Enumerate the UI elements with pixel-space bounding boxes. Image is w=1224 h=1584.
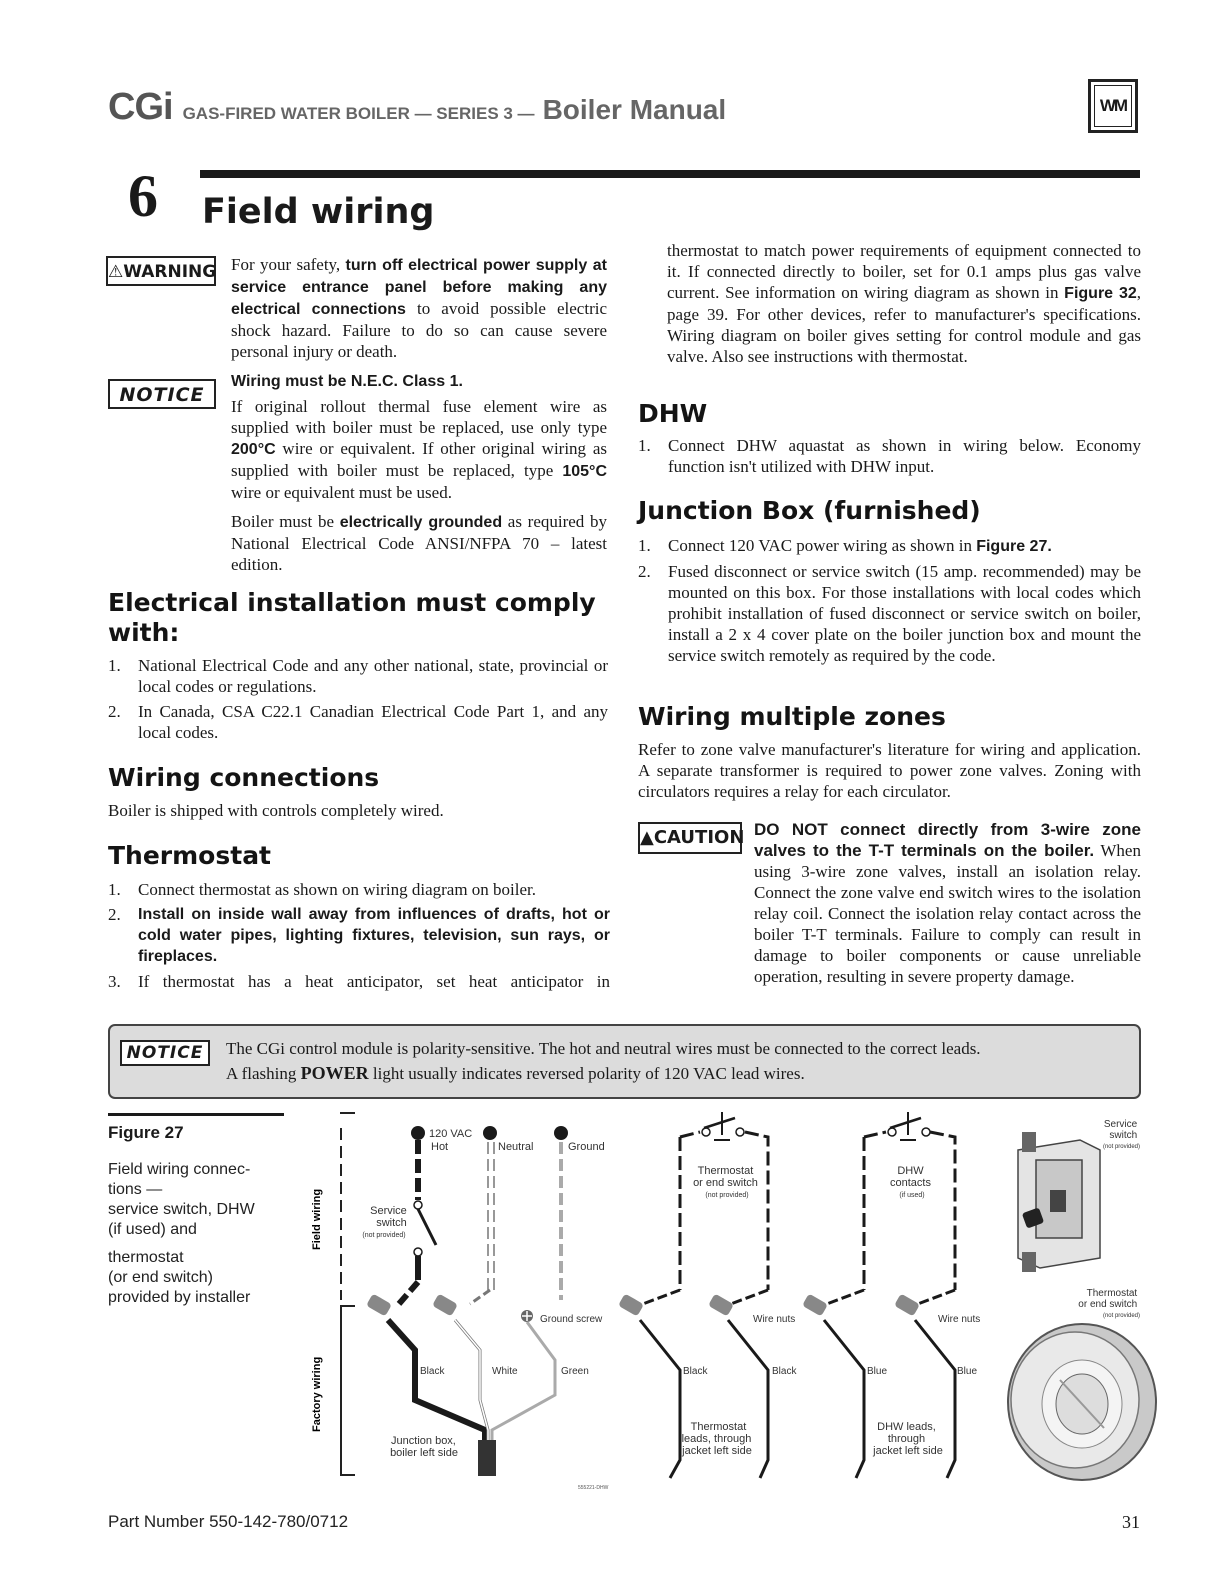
wire-nut	[432, 1293, 458, 1316]
list-item: 1. Connect DHW aquastat as shown in wiring below. Economy function isn't utilized with DHW input.	[638, 436, 1141, 476]
junction-box-label: Junction box, boiler left side	[390, 1435, 458, 1459]
list-item: 3. If thermostat has a heat anticipator, set heat anticipator in	[108, 972, 610, 991]
warning-badge: ⚠WARNING	[106, 256, 216, 286]
section-number: 6	[128, 163, 158, 229]
thermostat-right-label: Thermostat or end switch (not provided)	[1078, 1288, 1140, 1319]
wiring-zones-heading: Wiring multiple zones	[638, 702, 946, 731]
blue-label: Blue	[867, 1366, 888, 1377]
caution-text: DO NOT connect directly from 3-wire zone valves to the T-T terminals on the boiler. When using 3-wire zone valves, install an isolation relay. Connect the zone valve end switch wires to the isolation relay coil. Connect the isolation relay contact across the boiler T-T terminals. Failure to comply can result in damage to boiler components or cause unreliable operation, resulting in severe property damage.	[754, 820, 1141, 986]
notice-1-para-2: Boiler must be electrically grounded as required by National Electrical Code ANSI/NFPA 70 – latest edition.	[231, 512, 607, 574]
junction-box-conduit	[478, 1440, 496, 1476]
factory-wiring-label: Factory wiring	[311, 1356, 323, 1432]
dhw-heading: DHW	[638, 399, 708, 428]
dhw-leads-label: DHW leads, through jacket left side	[873, 1421, 943, 1457]
warning-text: For your safety, turn off electrical power supply at service entrance panel before making any electrical connections to avoid possible electric shock hazard. Failure to do so can cause severe personal injury or death.	[231, 255, 608, 361]
section-title: Field wiring	[202, 192, 435, 232]
notice-1-para-1: If original rollout thermal fuse element wire as supplied with boiler must be replaced, use only type 200°C wire or equivalent. If other original wiring as supplied with boiler must be replaced, type 105°C wire or equivalent must be used.	[231, 397, 607, 502]
page-number: 31	[1122, 1512, 1140, 1532]
wire-nut	[894, 1293, 920, 1316]
part-number: Part Number 550-142-780/0712	[108, 1512, 349, 1531]
caution-badge: ▲CAUTION	[638, 822, 742, 854]
wiring-connections-heading: Wiring connections	[108, 763, 380, 792]
white-label: White	[492, 1366, 518, 1377]
thermostat-continuation: thermostat to match power requirements of equipment connected to it. If connected directly to boiler, set for 0.1 amps plus gas valve current. See information on wiring diagram as shown in Figure 32, page 39. For other devices, refer to manufacturer's specifications. Wiring diagram on boiler gives setting for control module and gas valve. Also see instructions with thermostat.	[667, 241, 1141, 366]
list-item: 1. National Electrical Code and any other national, state, provincial or local codes or regulations.	[108, 656, 608, 696]
caution-icon: ▲	[640, 827, 654, 848]
ground-screw	[521, 1310, 533, 1322]
header-manual: Boiler Manual	[542, 94, 727, 125]
warning-icon: ⚠	[108, 262, 124, 282]
green-wire	[492, 1322, 555, 1472]
notice-badge-2: NOTICE	[120, 1040, 210, 1066]
blue-label: Blue	[957, 1366, 978, 1377]
wire-nut	[802, 1293, 828, 1316]
hot-terminal	[411, 1126, 425, 1200]
black-label: Black	[772, 1366, 797, 1377]
junction-box-heading: Junction Box (furnished)	[638, 496, 981, 525]
service-switch-right-label: Service switch (not provided)	[1102, 1119, 1140, 1150]
vac-label: 120 VAC	[429, 1128, 473, 1140]
wire-nut	[366, 1293, 392, 1316]
service-switch-label: Service switch (not provided)	[362, 1205, 407, 1239]
header-subtitle: GAS-FIRED WATER BOILER — SERIES 3 —	[182, 104, 535, 123]
thermostat-illustration	[1008, 1324, 1156, 1480]
service-switch-illustration	[1018, 1132, 1100, 1272]
dhw-contacts-label: DHW contacts (if used)	[889, 1165, 931, 1199]
ground-label: Ground	[568, 1141, 605, 1153]
list-item: 2. Install on inside wall away from influences of drafts, hot or cold water pipes, lighting fixtures, television, sun rays, or fireplaces.	[108, 905, 610, 965]
wire-nuts-label: Wire nuts	[753, 1314, 796, 1325]
notice-badge-1: NOTICE	[108, 379, 216, 409]
logo-mark: WM	[1099, 96, 1127, 115]
list-item: 2. Fused disconnect or service switch (15 amp. recommended) may be mounted on this box. For those installations with local codes which prohibit installation of fused disconnect or service switch on boiler, install a 2 x 4 cover plate on the boiler junction box and mount the service switch remotely as required by the code.	[638, 562, 1141, 665]
wiring-connections-text: Boiler is shipped with controls completely wired.	[108, 801, 444, 820]
list-item: 1. Connect thermostat as shown on wiring diagram on boiler.	[108, 880, 537, 899]
green-label: Green	[561, 1366, 589, 1377]
electrical-heading: Electrical installation must comply with:	[108, 588, 596, 647]
brand-name: CGi	[108, 86, 173, 128]
figure-label: Figure 27	[108, 1123, 184, 1142]
neutral-label: Neutral	[498, 1141, 534, 1153]
notice-1-heading: Wiring must be N.E.C. Class 1.	[231, 373, 463, 390]
thermostat-leads-label: Thermostat leads, through jacket left side	[681, 1421, 752, 1457]
wiring-zones-text: Refer to zone valve manufacturer's literature for wiring and application. A separate transformer is required to power zone valves. Zoning with circulators requires a relay for each circulator.	[638, 740, 1141, 801]
wire-nut	[618, 1293, 644, 1316]
wire-nut	[708, 1293, 734, 1316]
field-wiring-label: Field wiring	[311, 1188, 323, 1250]
figure-code: 555221-DHW	[578, 1485, 609, 1491]
section-brackets	[340, 1113, 355, 1475]
notice-box-text: The CGi control module is polarity-sensitive. The hot and neutral wires must be connected to the correct leads. A flashing POWER light usually indicates reversed polarity of 120 VAC lead wires.	[226, 1039, 981, 1083]
figure-caption: Field wiring connec- tions — service switch, DHW (if used) and thermostat (or end switch) provided by installer	[108, 1161, 255, 1306]
ground-terminal	[554, 1126, 568, 1300]
wire-nuts-label: Wire nuts	[938, 1314, 981, 1325]
thermostat-switch-label: Thermostat or end switch (not provided)	[693, 1165, 758, 1199]
black-label: Black	[420, 1366, 445, 1377]
ground-screw-label: Ground screw	[540, 1314, 603, 1325]
list-item: 1. Connect 120 VAC power wiring as shown in Figure 27.	[638, 536, 1052, 555]
thermostat-heading: Thermostat	[108, 841, 272, 870]
list-item: 2. In Canada, CSA C22.1 Canadian Electrical Code Part 1, and any local codes.	[108, 702, 608, 742]
neutral-terminal	[483, 1126, 497, 1290]
black-label: Black	[683, 1366, 708, 1377]
hot-label: Hot	[431, 1141, 449, 1153]
